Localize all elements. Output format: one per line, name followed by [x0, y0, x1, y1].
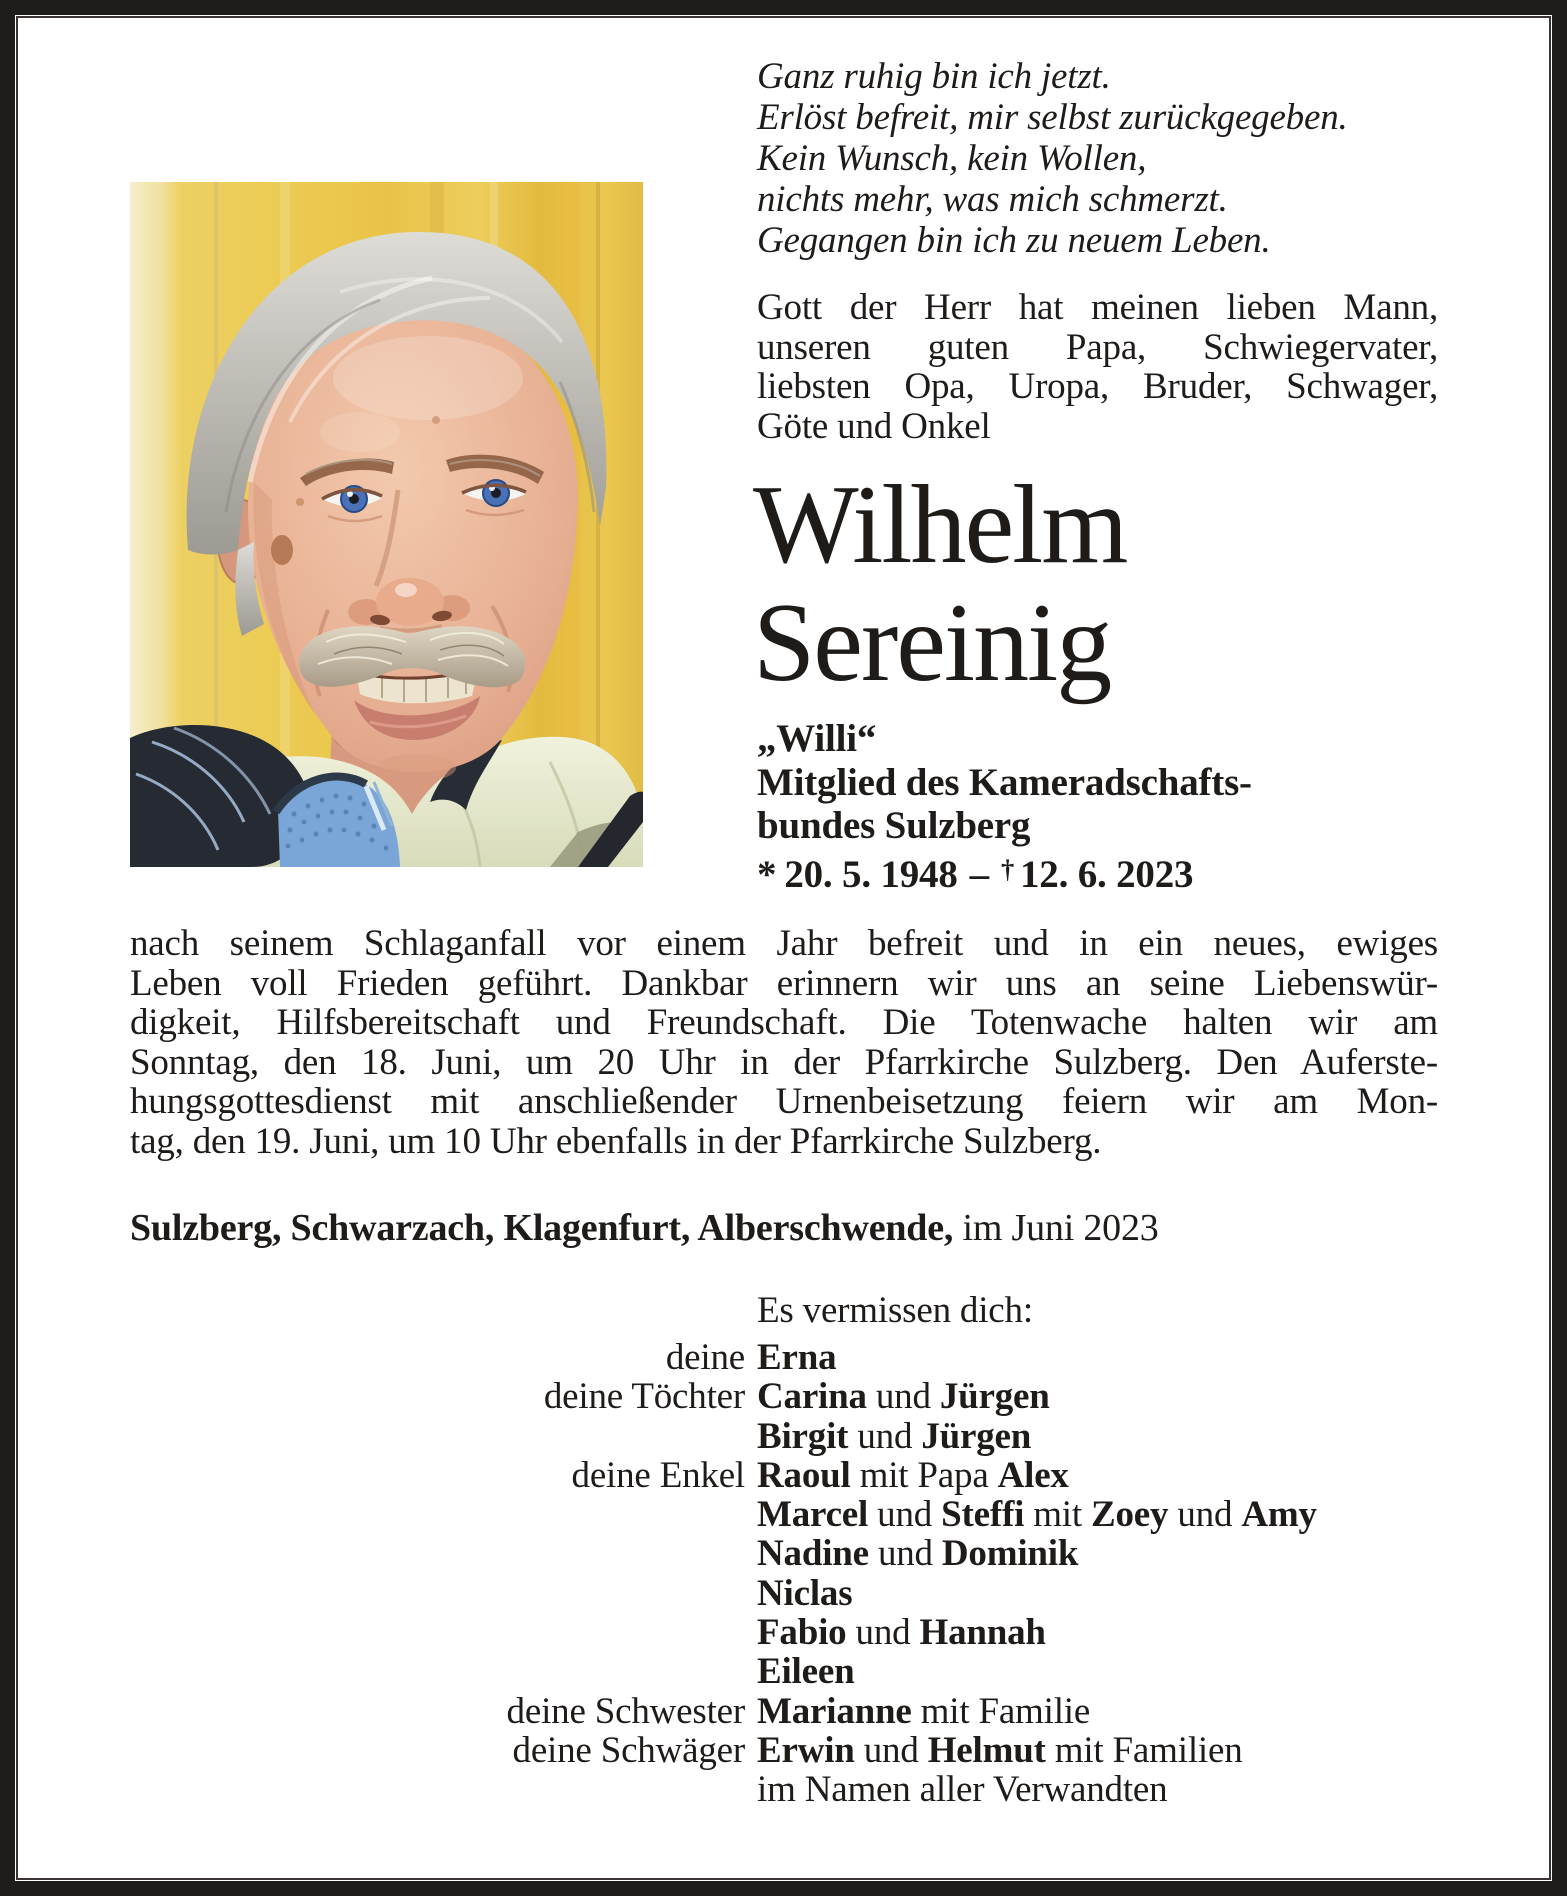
deceased-last-name: Sereinig: [753, 581, 1111, 705]
mourner-text: und: [868, 1494, 942, 1536]
mourner-row: [0, 1731, 1567, 1770]
mourner-text: und: [854, 1729, 928, 1771]
text-line: tag, den 19. Juni, um 10 Uhr ebenfalls in der Pfarrkirche Sulzberg.: [130, 1120, 1102, 1162]
mourner-name: Raoul: [757, 1454, 851, 1496]
mourner-relation-label: [0, 1652, 745, 1691]
mourner-row: [0, 1338, 1567, 1377]
mourner-relation-label: deine Schwester: [506, 1690, 745, 1732]
subtitle-block: [757, 717, 1457, 896]
mourner-name: Erwin: [757, 1729, 855, 1771]
mourner-relation-label: [0, 1613, 745, 1652]
mourner-relation-label: [0, 1574, 745, 1613]
mourner-text: und: [868, 1533, 942, 1575]
closing-line: [130, 1206, 1490, 1250]
deceased-name: [753, 463, 1513, 705]
mourner-row: [0, 1534, 1567, 1573]
closing-date: im Juni 2023: [953, 1207, 1159, 1249]
text-line: bundes Sulzberg: [757, 804, 1031, 847]
died-symbol: †: [1000, 853, 1014, 884]
mourner-text: und: [848, 1415, 922, 1457]
mourner-relation-label: [0, 1770, 745, 1809]
date-separator: –: [969, 852, 989, 896]
nickname: „Willi“: [757, 717, 877, 760]
mourner-text: mit Familie: [911, 1690, 1091, 1732]
intro-paragraph: [757, 288, 1438, 446]
text-line: Mitglied des Kameradschafts-: [757, 760, 1252, 804]
mourner-text: im Namen aller Verwandten: [757, 1769, 1168, 1811]
birth-date: 20. 5. 1948: [784, 852, 958, 896]
mourners-header: Es vermissen dich:: [757, 1290, 1033, 1331]
mourner-name: Fabio: [757, 1612, 847, 1654]
text-line: liebsten Opa, Uropa, Bruder, Schwager,: [757, 366, 1438, 407]
mourner-relation-label: [0, 1534, 745, 1573]
text-line: nach seinem Schlaganfall vor einem Jahr befreit und in ein neues, ewiges: [130, 923, 1438, 964]
mourner-names: [757, 1417, 1567, 1456]
mourner-name: Erna: [757, 1337, 837, 1378]
life-dates: [757, 848, 1457, 897]
mourner-relation-label: deine Schwäger: [512, 1729, 745, 1771]
main-text: [130, 924, 1438, 1161]
mourner-name: Hannah: [919, 1612, 1046, 1654]
born-symbol: *: [757, 852, 777, 896]
mourner-text: mit: [1024, 1494, 1092, 1536]
mourner-relation-label: deine Töchter: [543, 1376, 745, 1418]
mourner-name: Birgit: [757, 1415, 849, 1457]
age-spot: [271, 535, 293, 565]
mourner-names: [757, 1534, 1567, 1573]
mourner-names: [757, 1495, 1567, 1534]
portrait-illustration: [130, 182, 643, 867]
mourner-names: [757, 1456, 1567, 1495]
mourner-names: [757, 1692, 1567, 1731]
mourner-text: und: [866, 1376, 940, 1418]
mourner-relation-label: [0, 1495, 745, 1534]
mourner-name: Helmut: [927, 1729, 1046, 1771]
mourner-row: [0, 1417, 1567, 1456]
mourner-name: Amy: [1241, 1494, 1317, 1536]
text-line: Erlöst befreit, mir selbst zurückgegeben.: [757, 97, 1348, 138]
text-line: nichts mehr, was mich schmerzt.: [757, 179, 1228, 220]
text-line: Göte und Onkel: [757, 405, 991, 447]
mourner-name: Marianne: [757, 1690, 912, 1732]
mourner-row: [0, 1692, 1567, 1731]
mourner-text: mit Papa: [850, 1454, 998, 1496]
mourner-names: [757, 1338, 1567, 1377]
mourner-name: Niclas: [757, 1572, 853, 1614]
mourner-row: [0, 1456, 1567, 1495]
mourner-text: und: [1168, 1494, 1242, 1536]
mourner-text: und: [846, 1612, 920, 1654]
text-line: hungsgottesdienst mit anschließender Urnenbeisetzung feiern wir am Mon-: [130, 1081, 1438, 1122]
mourner-name: Dominik: [941, 1533, 1079, 1575]
mourner-relation-label: [0, 1417, 745, 1456]
locations: Sulzberg, Schwarzach, Klagenfurt, Alberschwende,: [130, 1207, 954, 1249]
mourner-name: Eileen: [757, 1651, 855, 1693]
deceased-first-name: Wilhelm: [753, 463, 1127, 587]
mourner-name: Alex: [997, 1454, 1069, 1496]
text-line: Ganz ruhig bin ich jetzt.: [757, 56, 1111, 97]
mourner-row: [0, 1495, 1567, 1534]
mourner-name: Jürgen: [939, 1376, 1050, 1418]
portrait-photo: [130, 182, 643, 867]
mourner-row: [0, 1652, 1567, 1691]
mourner-names: [757, 1731, 1567, 1770]
mourner-names: [757, 1377, 1567, 1416]
mourner-relation-label: deine: [665, 1337, 745, 1378]
mourner-text: mit Familien: [1045, 1729, 1243, 1771]
text-line: Leben voll Frieden geführt. Dankbar erinnern wir uns an seine Liebenswür-: [130, 962, 1438, 1004]
mourner-name: Zoey: [1091, 1494, 1169, 1536]
mourner-row: [0, 1613, 1567, 1652]
membership: [757, 761, 1457, 848]
mourner-name: Marcel: [757, 1494, 869, 1536]
mourner-names: [757, 1652, 1567, 1691]
mourner-name: Carina: [757, 1376, 867, 1418]
farewell-poem: [757, 56, 1457, 261]
mourner-name: Nadine: [757, 1533, 869, 1575]
mourner-row: [0, 1377, 1567, 1416]
mourner-names: [757, 1770, 1567, 1809]
mourner-row: [0, 1574, 1567, 1613]
mourner-name: Steffi: [941, 1494, 1025, 1536]
text-line: Gegangen bin ich zu neuem Leben.: [757, 220, 1271, 261]
text-line: unseren guten Papa, Schwiegervater,: [757, 326, 1438, 368]
mourner-names: [757, 1613, 1567, 1652]
mourner-names: [757, 1574, 1567, 1613]
mourners-list: [0, 1338, 1567, 1810]
text-line: Gott der Herr hat meinen lieben Mann,: [757, 287, 1438, 328]
text-line: Sonntag, den 18. Juni, um 20 Uhr in der Pfarrkirche Sulzberg. Den Auferste-: [130, 1041, 1438, 1083]
mourner-name: Jürgen: [921, 1415, 1032, 1457]
text-line: digkeit, Hilfsbereitschaft und Freundschaft. Die Totenwache halten wir am: [130, 1002, 1438, 1043]
mourner-row: [0, 1770, 1567, 1809]
mourner-relation-label: deine Enkel: [571, 1454, 745, 1496]
text-line: Kein Wunsch, kein Wollen,: [757, 138, 1147, 179]
death-date: 12. 6. 2023: [1020, 852, 1194, 896]
